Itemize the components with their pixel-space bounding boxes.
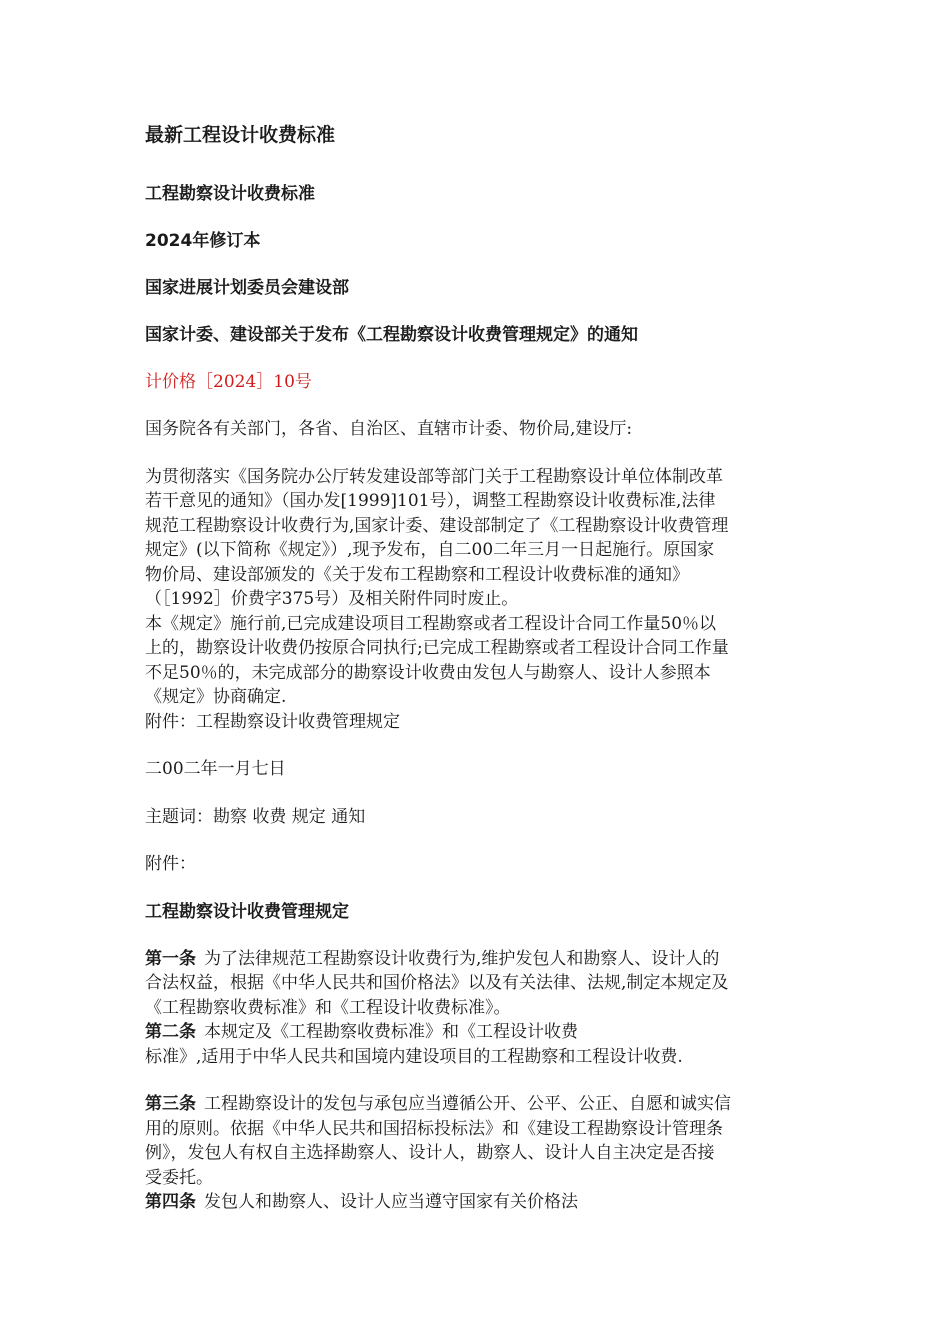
rules-title: 工程勘察设计收费管理规定 (145, 901, 349, 922)
article-label: 第二条 (145, 1022, 196, 1042)
article-1 (145, 947, 810, 1021)
document-subtitle: 工程勘察设计收费标准 (145, 184, 315, 204)
body-line: 为贯彻落实《国务院办公厅转发建设部等部门关于工程勘察设计单位体制改革 (145, 466, 723, 487)
document-title: 最新工程设计收费标准 (145, 124, 336, 146)
article-line: 发包人和勘察人、设计人应当遵守国家有关价格法 (204, 1192, 578, 1212)
body-line: （［1992］价费字375号）及相关附件同时废止。 (145, 589, 519, 609)
notice-title: 国家计委、建设部关于发布《工程勘察设计收费管理规定》的通知 (145, 325, 638, 345)
document-number: 计价格［2024］10号 (145, 372, 312, 392)
attachment-label: 附件： (145, 854, 196, 874)
body-line: 若干意见的通知》（国办发[1999]101号），调整工程勘察设计收费标准,法律 (145, 491, 716, 511)
article-label: 第三条 (145, 1094, 196, 1114)
body-line: 不足50％的，未完成部分的勘察设计收费由发包人与勘察人、设计人参照本 (145, 662, 711, 683)
article-line: 例》，发包人有权自主选择勘察人、设计人，勘察人、设计人自主决定是否接 (145, 1143, 715, 1163)
body-line: 本《规定》施行前,已完成建设项目工程勘察或者工程设计合同工作量50％以 (145, 613, 717, 634)
article-line: 为了法律规范工程勘察设计收费行为,维护发包人和勘察人、设计人的 (204, 948, 720, 969)
article-2 (145, 1020, 810, 1069)
article-line: 《工程勘察收费标准》和《工程设计收费标准》。 (145, 997, 511, 1018)
body-line: 附件：工程勘察设计收费管理规定 (145, 711, 400, 732)
article-line: 合法权益，根据《中华人民共和国价格法》以及有关法律、法规,制定本规定及 (145, 973, 729, 993)
body-line: 规范工程勘察设计收费行为,国家计委、建设部制定了《工程勘察设计收费管理 (145, 515, 729, 536)
addressee: 国务院各有关部门，各省、自治区、直辖市计委、物价局,建设厅: (145, 419, 633, 439)
notice-body (145, 465, 810, 735)
issuer-label: 国家进展计划委员会建设部 (145, 278, 349, 298)
article-label: 第一条 (145, 948, 196, 969)
issue-date: 二00二年一月七日 (145, 759, 286, 779)
body-line: 物价局、建设部颁发的《关于发布工程勘察和工程设计收费标准的通知》 (145, 564, 689, 585)
article-line: 本规定及《工程勘察收费标准》和《工程设计收费 (204, 1022, 578, 1042)
article-line: 工程勘察设计的发包与承包应当遵循公开、公平、公正、自愿和诚实信 (204, 1094, 731, 1114)
article-line: 标准》,适用于中华人民共和国境内建设项目的工程勘察和工程设计收费. (145, 1046, 683, 1067)
document-page (145, 122, 810, 1215)
article-line: 用的原则。依据《中华人民共和国招标投标法》和《建设工程勘察设计管理条 (145, 1118, 723, 1139)
article-3 (145, 1092, 810, 1190)
body-line: 上的，勘察设计收费仍按原合同执行;已完成工程勘察或者工程设计合同工作量 (145, 638, 729, 658)
keywords: 主题词：勘察 收费 规定 通知 (145, 806, 366, 827)
body-line: 《规定》协商确定. (145, 687, 287, 707)
article-label: 第四条 (145, 1192, 196, 1212)
article-4 (145, 1190, 810, 1215)
body-line: 规定》(以下简称《规定》）,现予发布，自二00二年三月一日起施行。原国家 (145, 540, 715, 560)
edition-label: 2024年修订本 (145, 231, 261, 251)
article-line: 受委托。 (145, 1167, 213, 1188)
